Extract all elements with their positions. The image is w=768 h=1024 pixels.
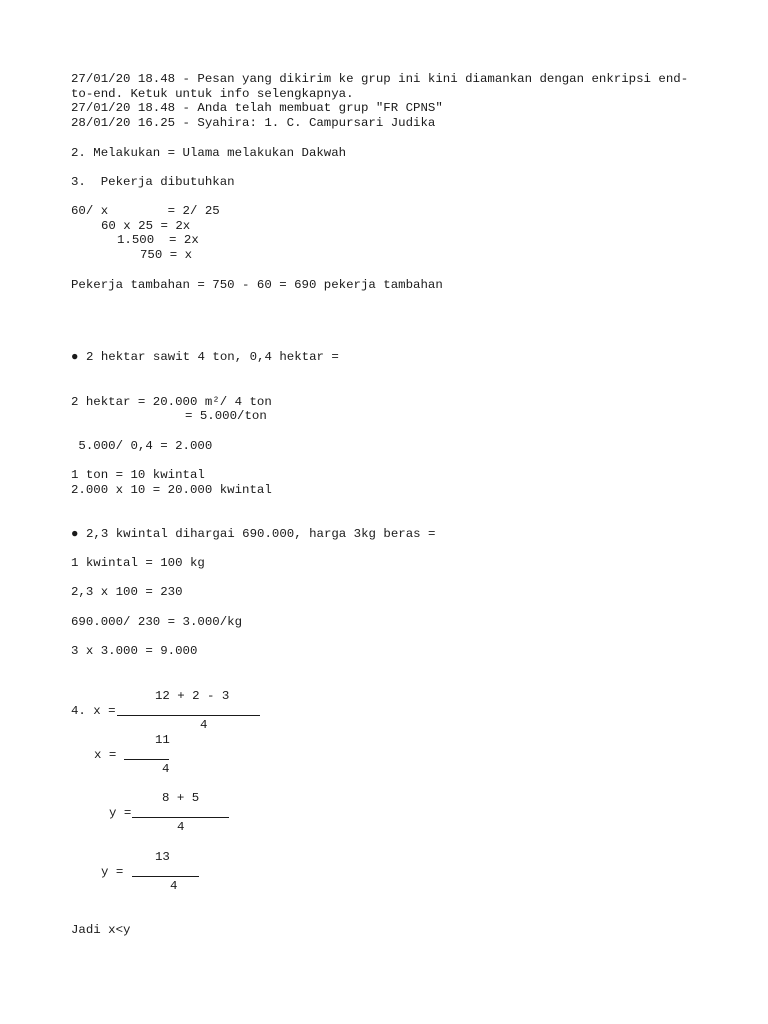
sawit-line-4: 1 ton = 10 kwintal bbox=[71, 468, 205, 482]
fraction-y2-label: y = bbox=[101, 865, 124, 879]
beras-question: 2,3 kwintal dihargai 690.000, harga 3kg beras = bbox=[86, 527, 436, 541]
fraction-x2-denominator: 4 bbox=[162, 762, 170, 776]
sawit-line-2: = 5.000/ton bbox=[185, 409, 267, 423]
chat-line-group-created: 27/01/20 18.48 - Anda telah membuat grup "FR CPNS" bbox=[71, 101, 443, 115]
answer-3-eq3: 1.500 = 2x bbox=[117, 233, 199, 247]
chat-line-encryption-2: to-end. Ketuk untuk info selengkapnya. bbox=[71, 87, 354, 101]
fraction-y-bar bbox=[132, 817, 229, 818]
fraction-x2-bar bbox=[124, 759, 169, 760]
beras-line-3: 690.000/ 230 = 3.000/kg bbox=[71, 615, 243, 629]
fraction-y2-numerator: 13 bbox=[155, 850, 170, 864]
fraction-x2-numerator: 11 bbox=[155, 733, 170, 747]
bullet-sawit: ● bbox=[71, 350, 79, 364]
answer-3-eq4: 750 = x bbox=[140, 248, 193, 262]
fraction-y2-bar bbox=[132, 876, 199, 877]
sawit-line-5: 2.000 x 10 = 20.000 kwintal bbox=[71, 483, 272, 497]
bullet-beras: ● bbox=[71, 527, 79, 541]
fraction-x-label: 4. x = bbox=[71, 704, 116, 718]
chat-line-encryption-1: 27/01/20 18.48 - Pesan yang dikirim ke grup ini kini diamankan dengan enkripsi end- bbox=[71, 72, 689, 86]
beras-line-4: 3 x 3.000 = 9.000 bbox=[71, 644, 198, 658]
sawit-question: 2 hektar sawit 4 ton, 0,4 hektar = bbox=[86, 350, 339, 364]
answer-3-eq1: 60/ x = 2/ 25 bbox=[71, 204, 220, 218]
chat-line-message: 28/01/20 16.25 - Syahira: 1. C. Campursari Judika bbox=[71, 116, 436, 130]
fraction-x2-label: x = bbox=[94, 748, 117, 762]
conclusion: Jadi x<y bbox=[71, 923, 131, 937]
fraction-y2-denominator: 4 bbox=[170, 879, 178, 893]
answer-3-title: 3. Pekerja dibutuhkan bbox=[71, 175, 235, 189]
fraction-y-numerator: 8 + 5 bbox=[162, 791, 200, 805]
beras-line-1: 1 kwintal = 100 kg bbox=[71, 556, 205, 570]
answer-2: 2. Melakukan = Ulama melakukan Dakwah bbox=[71, 146, 347, 160]
fraction-x-bar bbox=[117, 715, 260, 716]
fraction-x-numerator: 12 + 2 - 3 bbox=[155, 689, 230, 703]
answer-3-result: Pekerja tambahan = 750 - 60 = 690 pekerja tambahan bbox=[71, 278, 443, 292]
sawit-line-1: 2 hektar = 20.000 m²/ 4 ton bbox=[71, 395, 272, 409]
answer-3-eq2: 60 x 25 = 2x bbox=[101, 219, 191, 233]
beras-line-2: 2,3 x 100 = 230 bbox=[71, 585, 183, 599]
fraction-y-label: y = bbox=[109, 806, 132, 820]
fraction-y-denominator: 4 bbox=[177, 820, 185, 834]
sawit-line-3: 5.000/ 0,4 = 2.000 bbox=[71, 439, 213, 453]
fraction-x-denominator: 4 bbox=[200, 718, 208, 732]
